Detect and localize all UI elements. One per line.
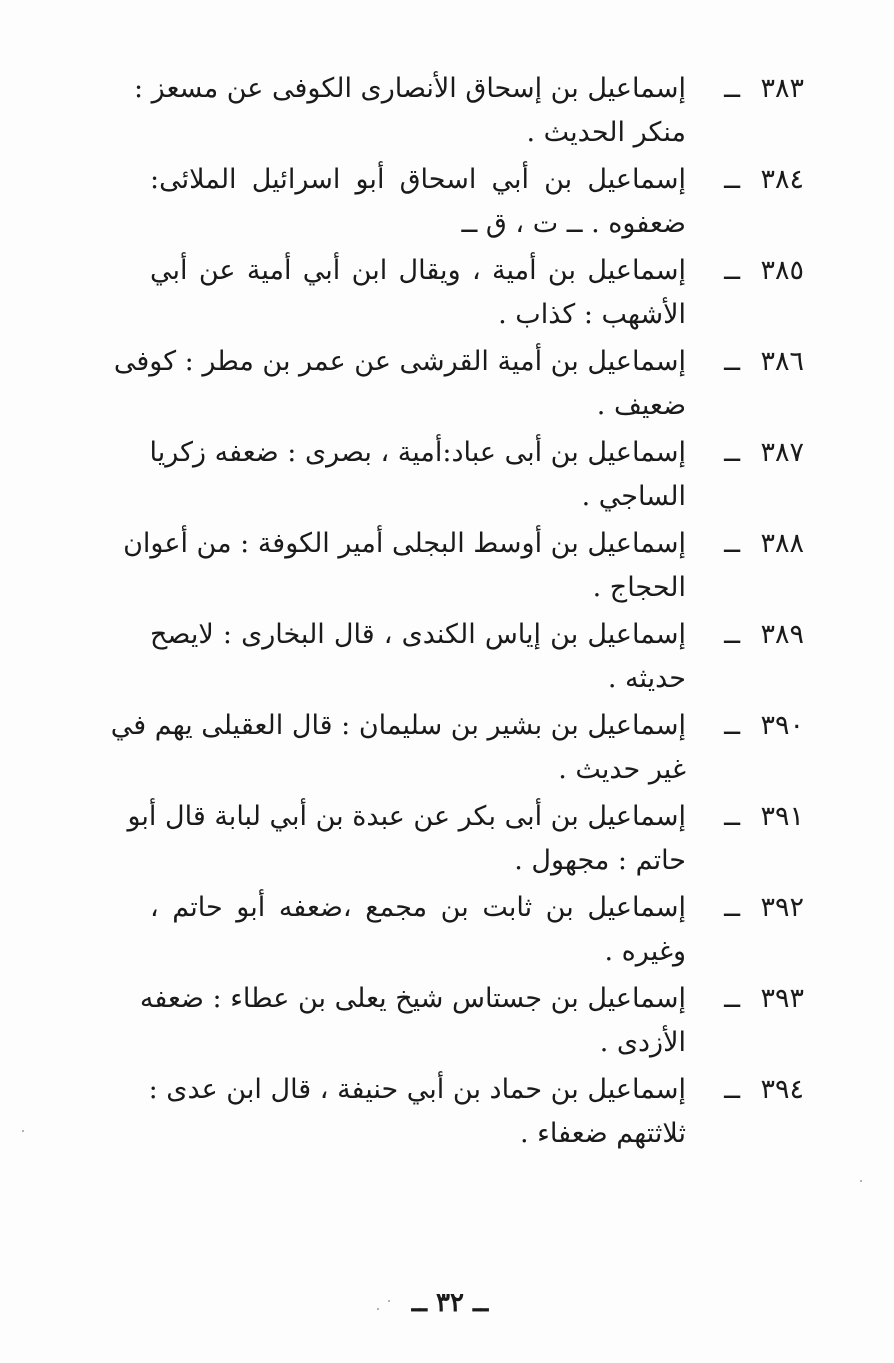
entry-393: [139, 972, 804, 1063]
scan-speck: [377, 1308, 379, 1310]
entry-text-line2: حاتم : مجهول .: [514, 845, 686, 876]
entry-dash: ــ: [724, 1074, 740, 1105]
entry-text-line2: ثلاثتهم ضعفاء .: [520, 1118, 686, 1149]
entry-text-line2: منكر الحديث .: [526, 117, 686, 148]
entry-number: ٣٩١: [760, 801, 804, 832]
scan-speck: [388, 1300, 390, 1302]
entry-text-line2: الساجي .: [581, 481, 686, 512]
entry-384: [150, 153, 804, 244]
entry-number: ٣٨٣: [760, 73, 804, 104]
entry-text-line2: غير حديث .: [558, 754, 686, 785]
entry-text-line2: وغيره .: [604, 936, 686, 967]
entry-text-line1: إسماعيل بن أبي اسحاق أبو اسرائيل الملائى:: [150, 164, 686, 195]
entry-number: ٣٩٤: [760, 1074, 804, 1105]
scan-speck: [22, 1130, 24, 1132]
page-number: ــ ٣٢ ــ: [411, 1288, 489, 1318]
scan-speck: [860, 1180, 862, 1182]
entry-text-line2: الأشهب : كذاب .: [498, 299, 686, 330]
entry-number: ٣٨٩: [760, 619, 804, 650]
entry-dash: ــ: [724, 528, 740, 559]
entry-text-line1: إسماعيل بن حماد بن أبي حنيفة ، قال ابن عدى :: [148, 1074, 686, 1105]
entry-385: [150, 244, 804, 335]
entry-number: ٣٨٦: [760, 346, 804, 377]
entry-text-line1: إسماعيل بن إسحاق الأنصارى الكوفى عن مسعز :: [134, 73, 686, 104]
entry-number: ٣٩٠: [760, 710, 804, 741]
entry-dash: ــ: [724, 255, 740, 286]
entry-387: [150, 426, 804, 517]
entry-number: ٣٩٢: [760, 892, 804, 923]
entry-text-line2: ضعيف .: [596, 390, 686, 421]
entry-text-line1: إسماعيل بن أبى بكر عن عبدة بن أبي لبابة قال أبو: [127, 801, 686, 832]
entry-text-line1: إسماعيل بن أمية القرشى عن عمر بن مطر : كوفى: [113, 346, 686, 377]
entry-dash: ــ: [724, 801, 740, 832]
entry-number: ٣٨٥: [760, 255, 804, 286]
entry-391: [127, 790, 804, 881]
entry-dash: ــ: [724, 619, 740, 650]
entry-388: [123, 517, 804, 608]
entry-389: [150, 608, 804, 699]
entry-text-line1: إسماعيل بن بشير بن سليمان : قال العقيلى يهم في: [110, 710, 686, 741]
entry-text-line1: إسماعيل بن ثابت بن مجمع ،ضعفه أبو حاتم ،: [150, 892, 686, 923]
entry-390: [110, 699, 804, 790]
entry-list: [110, 62, 804, 1154]
entry-dash: ــ: [724, 892, 740, 923]
entry-dash: ــ: [724, 437, 740, 468]
entry-text-line1: إسماعيل بن جستاس شيخ يعلى بن عطاء : ضعفه: [139, 983, 686, 1014]
entry-number: ٣٨٨: [760, 528, 804, 559]
entry-dash: ــ: [724, 983, 740, 1014]
entry-text-line2: الأزدى .: [599, 1027, 686, 1058]
entry-386: [113, 335, 804, 426]
entry-number: ٣٩٣: [760, 983, 804, 1014]
entry-394: [150, 1063, 804, 1154]
entry-text-line2: الحجاج .: [592, 572, 686, 603]
entry-dash: ــ: [724, 164, 740, 195]
entry-dash: ــ: [724, 346, 740, 377]
entry-dash: ــ: [724, 73, 740, 104]
entry-392: [150, 881, 804, 972]
entry-383: [134, 62, 804, 153]
entry-text-line1: إسماعيل بن أوسط البجلى أمير الكوفة : من أعوان: [123, 528, 686, 559]
entry-dash: ــ: [724, 710, 740, 741]
entry-number: ٣٨٧: [760, 437, 804, 468]
entry-text-line1: إسماعيل بن أمية ، ويقال ابن أبي أمية عن أبي: [150, 255, 686, 286]
entry-number: ٣٨٤: [760, 164, 804, 195]
entry-text-line2: ضعفوه . ــ ت ، ق ــ: [461, 208, 686, 239]
entry-text-line1: إسماعيل بن أبى عباد:أمية ، بصرى : ضعفه زكريا: [149, 437, 686, 468]
entry-text-line2: حديثه .: [607, 663, 686, 694]
entry-text-line1: إسماعيل بن إياس الكندى ، قال البخارى : لايصح: [150, 619, 686, 650]
